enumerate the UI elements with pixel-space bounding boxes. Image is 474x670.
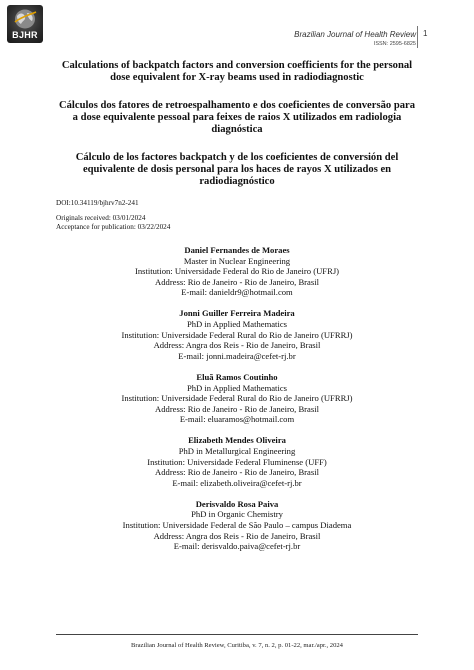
globe-icon: [13, 8, 37, 30]
author-block: [56, 499, 418, 552]
author-email: E-mail: jonni.madeira@cefet-rj.br: [178, 350, 296, 361]
author-email: E-mail: elizabeth.oliveira@cefet-rj.br: [172, 477, 302, 488]
accepted-date: Acceptance for publication: 03/22/2024: [56, 223, 171, 231]
footer-divider: [56, 634, 418, 635]
header-divider: [417, 26, 418, 48]
footer-citation: Brazilian Journal of Health Review, Curitiba, v. 7, n. 2, p. 01-22, mar./apr., 2024: [131, 642, 343, 649]
author-name: Elizabeth Mendes Oliveira: [188, 435, 286, 446]
author-block: [56, 245, 418, 298]
author-institution: Institution: Universidade Federal Rural do Rio de Janeiro (UFRRJ): [121, 393, 353, 404]
author-block: [56, 435, 418, 488]
author-degree: PhD in Metallurgical Engineering: [178, 446, 296, 456]
author-address: Address: Rio de Janeiro - Rio de Janeiro, Brasil: [155, 276, 319, 287]
author-address: Address: Angra dos Reis - Rio de Janeiro, Brasil: [153, 530, 321, 541]
author-email: E-mail: danieldr9@hotmail.com: [181, 287, 293, 298]
title-spanish: Cálculo de los factores backpatch y de los coeficientes de conversión del equivalente de dosis personal para los haces de rayos X utilizados en radiodiagnóstico: [75, 152, 399, 187]
author-degree: PhD in Applied Mathematics: [186, 319, 287, 330]
author-name: Jonni Guiller Ferreira Madeira: [179, 308, 295, 319]
author-degree: PhD in Organic Chemistry: [191, 509, 283, 520]
title-portuguese: Cálculos dos fatores de retroespalhamento e dos coeficientes de conversão para a dose equivalente pessoal para feixes de raios X utilizados em radiologia diagnóstica: [58, 100, 416, 135]
author-name: Daniel Fernandes de Moraes: [184, 245, 290, 255]
author-address: Address: Rio de Janeiro - Rio de Janeiro, Brasil: [155, 467, 319, 478]
author-institution: Institution: Universidade Federal de São Paulo – campus Diadema: [122, 520, 352, 531]
author-name: Eluã Ramos Coutinho: [196, 371, 278, 382]
author-institution: Institution: Universidade Federal do Rio de Janeiro (UFRJ): [134, 266, 340, 277]
author-block: [56, 308, 418, 361]
logo-text: BJHR: [12, 30, 38, 40]
author-name: Derisvaldo Rosa Paiva: [195, 498, 279, 509]
page-number: 1: [423, 29, 428, 38]
title-english: Calculations of backpatch factors and conversion coefficients for the personal dose equivalent for X-ray beams used in radiodiagnostic: [61, 60, 413, 83]
author-degree: Master in Nuclear Engineering: [183, 255, 291, 266]
journal-name: Brazilian Journal of Health Review: [294, 30, 416, 39]
author-institution: Institution: Universidade Federal Fluminense (UFF): [147, 456, 327, 467]
author-block: [56, 372, 418, 425]
received-date: Originals received: 03/01/2024: [56, 214, 146, 222]
title-block: [56, 60, 418, 204]
author-institution: Institution: Universidade Federal Rural do Rio de Janeiro (UFRRJ): [121, 329, 353, 340]
journal-logo: [7, 5, 43, 43]
author-address: Address: Angra dos Reis - Rio de Janeiro, Brasil: [153, 340, 321, 351]
author-email: E-mail: eluaramos@hotmail.com: [179, 414, 295, 425]
author-email: E-mail: derisvaldo.paiva@cefet-rj.br: [173, 541, 301, 552]
author-list: [56, 245, 418, 562]
issn: ISSN: 2595-6825: [373, 41, 416, 47]
article-meta: [56, 199, 170, 232]
author-degree: PhD in Applied Mathematics: [186, 382, 287, 393]
author-address: Address: Rio de Janeiro - Rio de Janeiro, Brasil: [155, 403, 319, 414]
doi: DOI:10.34119/bjhrv7n2-241: [56, 199, 139, 207]
